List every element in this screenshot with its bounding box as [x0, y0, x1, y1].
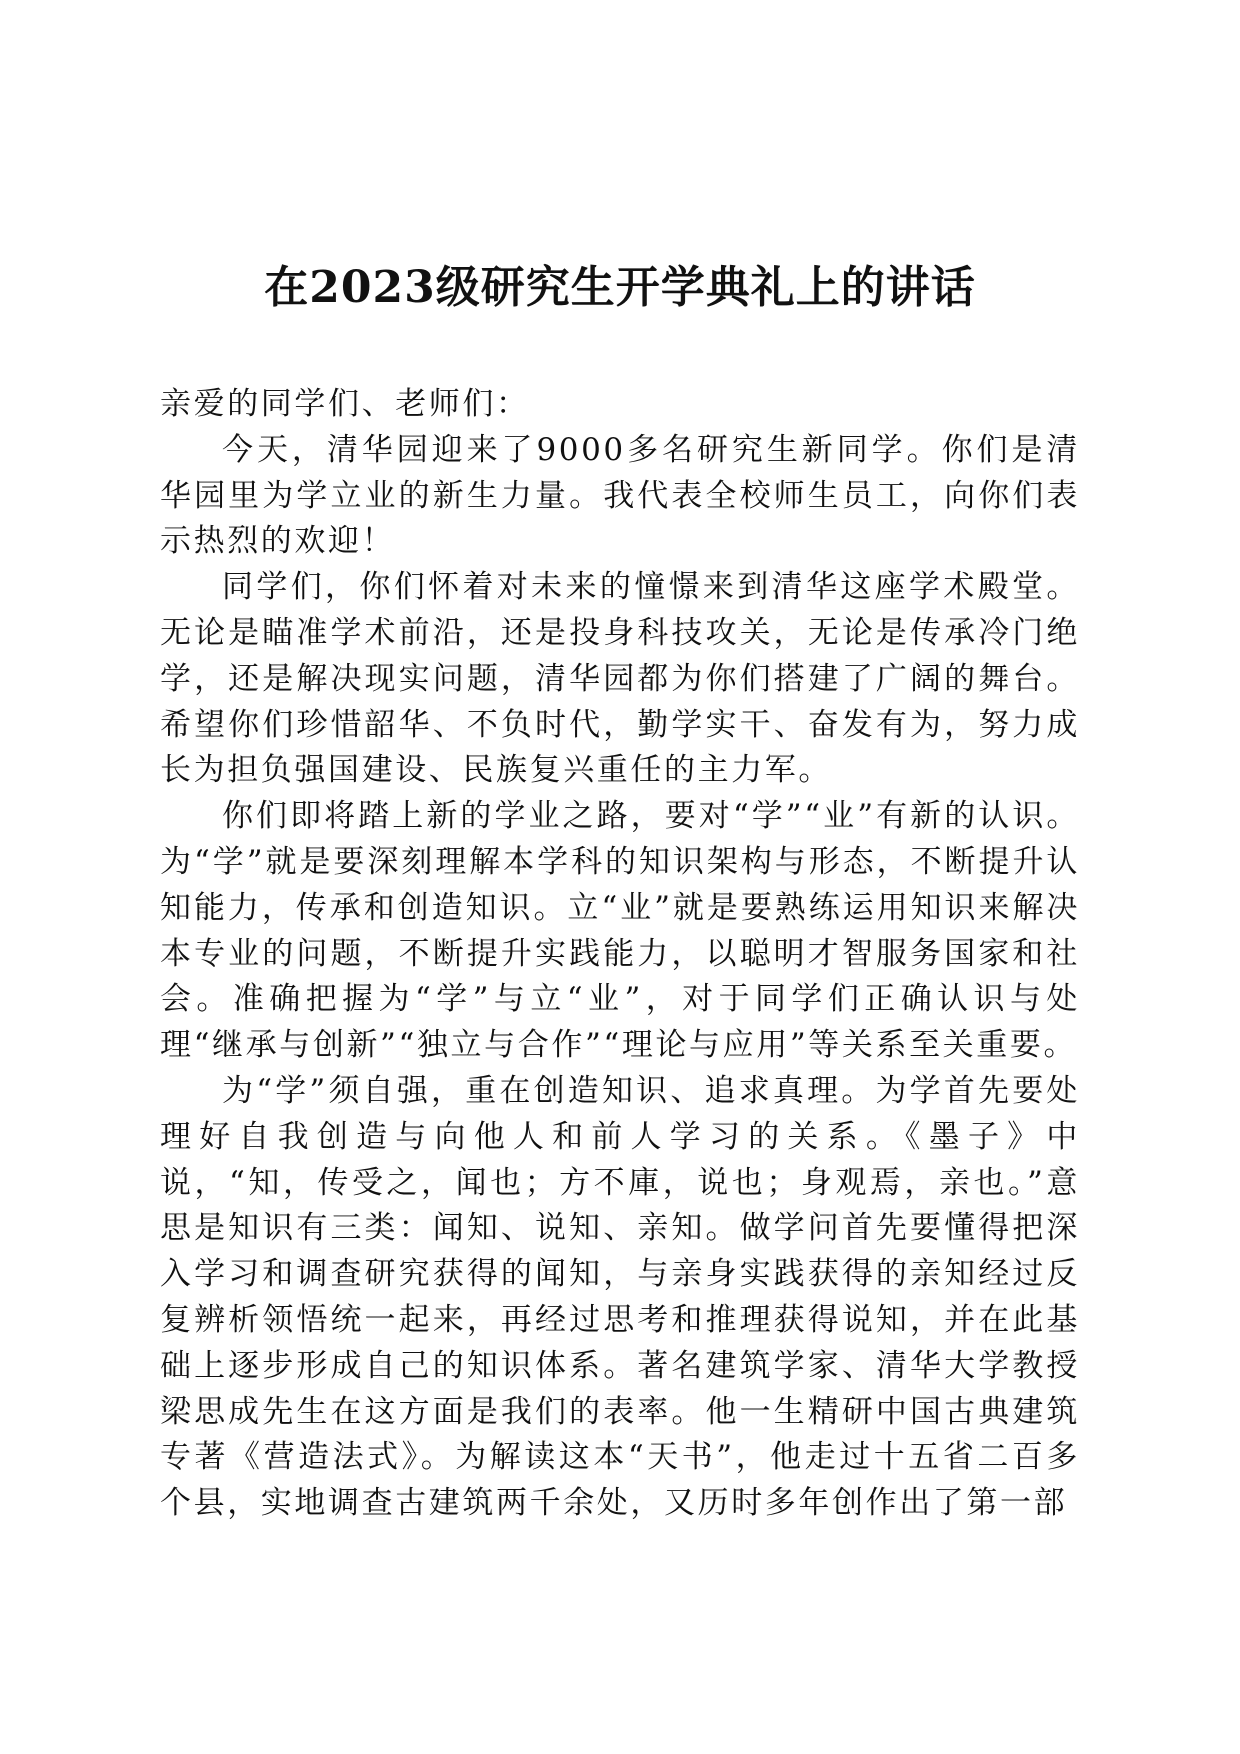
paragraph-aspiration: 同学们，你们怀着对未来的憧憬来到清华这座学术殿堂。无论是瞄准学术前沿，还是投身科技攻关，无论是传承冷门绝学，还是解决现实问题，清华园都为你们搭建了广阔的舞台。希望你们珍惜韶华、不负时代，勤学实干、奋发有为，努力成长为担负强国建设、民族复兴重任的主力军。 — [160, 569, 1080, 789]
salutation: 亲爱的同学们、老师们： — [160, 386, 530, 422]
paragraph-welcome: 今天，清华园迎来了9000多名研究生新同学。你们是清华园里为学立业的新生力量。我代表全校师生员工，向你们表示热烈的欢迎！ — [160, 431, 1080, 560]
document-body — [160, 382, 1080, 1527]
paragraph-study-career: 你们即将踏上新的学业之路，要对“学”“业”有新的认识。为“学”就是要深刻理解本学科的知识架构与形态，不断提升认知能力，传承和创造知识。立“业”就是要熟练运用知识来解决本专业的问题，不断提升实践能力，以聪明才智服务国家和社会。准确把握为“学”与立“业”，对于同学们正确认识与处理“继承与创新”“独立与合作”“理论与应用”等关系至关重要。 — [160, 798, 1080, 1064]
paragraph-self-reliance: 为“学”须自强，重在创造知识、追求真理。为学首先要处理好自我创造与向他人和前人学习的关系。《墨子》中说，“知，传受之，闻也；方不庫，说也；身观焉，亲也。”意思是知识有三类：闻知、说知、亲知。做学问首先要懂得把深入学习和调查研究获得的闻知，与亲身实践获得的亲知经过反复辨析领悟统一起来，再经过思考和推理获得说知，并在此基础上逐步形成自己的知识体系。著名建筑学家、清华大学教授梁思成先生在这方面是我们的表率。他一生精研中国古典建筑专著《营造法式》。为解读这本“天书”，他走过十五省二百多个县，实地调查古建筑两千余处，又历时多年创作出了第一部 — [160, 1072, 1080, 1522]
document-title: 在2023级研究生开学典礼上的讲话 — [264, 262, 976, 313]
